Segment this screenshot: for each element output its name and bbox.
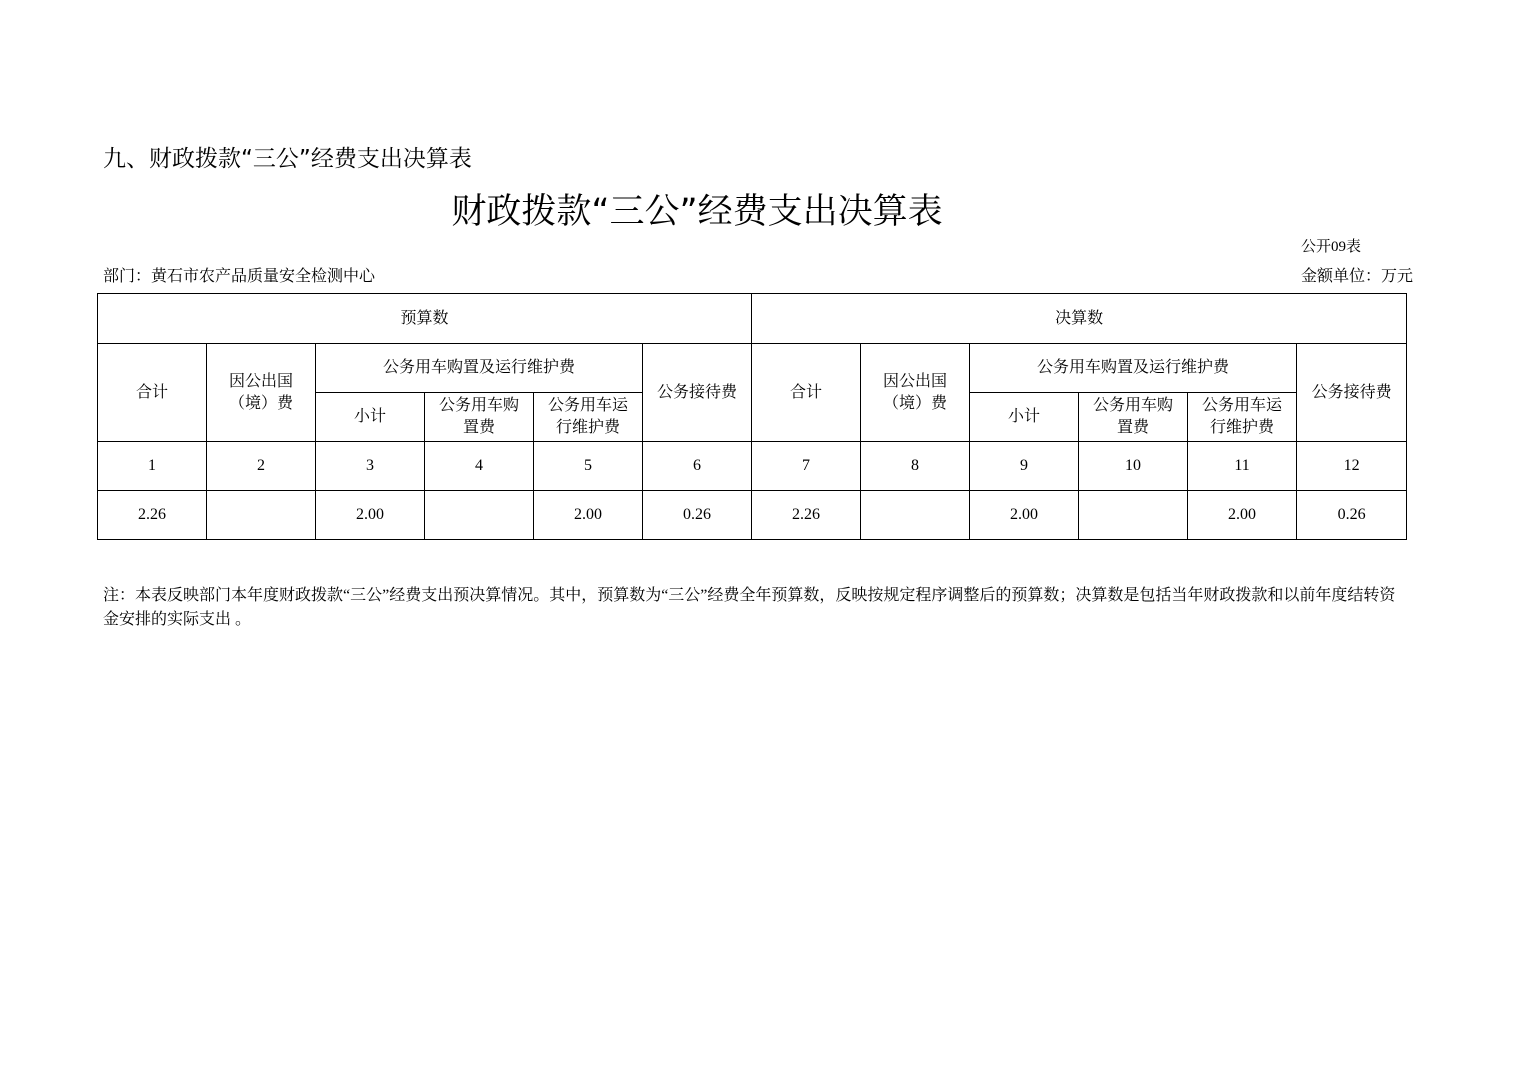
column-number: 11 xyxy=(1188,442,1297,491)
table-row xyxy=(98,491,1407,540)
budget-vehicle-subtotal-value: 2.00 xyxy=(316,491,425,540)
budget-reception-header: 公务接待费 xyxy=(643,344,752,442)
final-vehicle-header: 公务用车购置及运行维护费 xyxy=(970,344,1297,393)
column-number: 9 xyxy=(970,442,1079,491)
final-abroad-header: 因公出国 （境）费 xyxy=(861,344,970,442)
final-total-header: 合计 xyxy=(752,344,861,442)
column-number: 7 xyxy=(752,442,861,491)
budget-reception-value: 0.26 xyxy=(643,491,752,540)
page-title: 财政拨款“三公”经费支出决算表 xyxy=(451,192,943,232)
final-reception-value: 0.26 xyxy=(1297,491,1407,540)
budget-group-header: 预算数 xyxy=(98,294,752,344)
budget-abroad-value xyxy=(207,491,316,540)
final-abroad-value xyxy=(861,491,970,540)
column-number: 5 xyxy=(534,442,643,491)
amount-unit-label: 金额单位：万元 xyxy=(1301,268,1414,285)
final-group-header: 决算数 xyxy=(752,294,1407,344)
budget-vehicle-operation-header: 公务用车运 行维护费 xyxy=(534,393,643,442)
column-number: 4 xyxy=(425,442,534,491)
column-number: 10 xyxy=(1079,442,1188,491)
final-vehicle-operation-value: 2.00 xyxy=(1188,491,1297,540)
column-number: 3 xyxy=(316,442,425,491)
department-label: 部门：黄石市农产品质量安全检测中心 xyxy=(103,268,376,285)
column-number: 12 xyxy=(1297,442,1407,491)
budget-vehicle-operation-value: 2.00 xyxy=(534,491,643,540)
section-heading: 九、财政拨款“三公”经费支出决算表 xyxy=(103,146,472,172)
column-number-row xyxy=(98,442,1407,491)
budget-vehicle-header: 公务用车购置及运行维护费 xyxy=(316,344,643,393)
final-reception-header: 公务接待费 xyxy=(1297,344,1407,442)
three-public-expense-table xyxy=(97,293,1407,540)
column-number: 1 xyxy=(98,442,207,491)
budget-total-header: 合计 xyxy=(98,344,207,442)
column-number: 6 xyxy=(643,442,752,491)
final-vehicle-purchase-header: 公务用车购 置费 xyxy=(1079,393,1188,442)
final-vehicle-subtotal-value: 2.00 xyxy=(970,491,1079,540)
budget-vehicle-purchase-header: 公务用车购 置费 xyxy=(425,393,534,442)
budget-total-value: 2.26 xyxy=(98,491,207,540)
budget-vehicle-purchase-value xyxy=(425,491,534,540)
budget-abroad-header: 因公出国 （境）费 xyxy=(207,344,316,442)
table-code: 公开09表 xyxy=(1301,239,1362,255)
final-total-value: 2.26 xyxy=(752,491,861,540)
column-number: 2 xyxy=(207,442,316,491)
footnote: 注：本表反映部门本年度财政拨款“三公”经费支出预决算情况。其中，预算数为“三公”经费全年预算数，反映按规定程序调整后的预算数；决算数是包括当年财政拨款和以前年度结转资金安排的实际支出 。 xyxy=(103,587,1396,628)
final-vehicle-operation-header: 公务用车运 行维护费 xyxy=(1188,393,1297,442)
column-number: 8 xyxy=(861,442,970,491)
final-subtotal-header: 小计 xyxy=(970,393,1079,442)
final-vehicle-purchase-value xyxy=(1079,491,1188,540)
budget-subtotal-header: 小计 xyxy=(316,393,425,442)
